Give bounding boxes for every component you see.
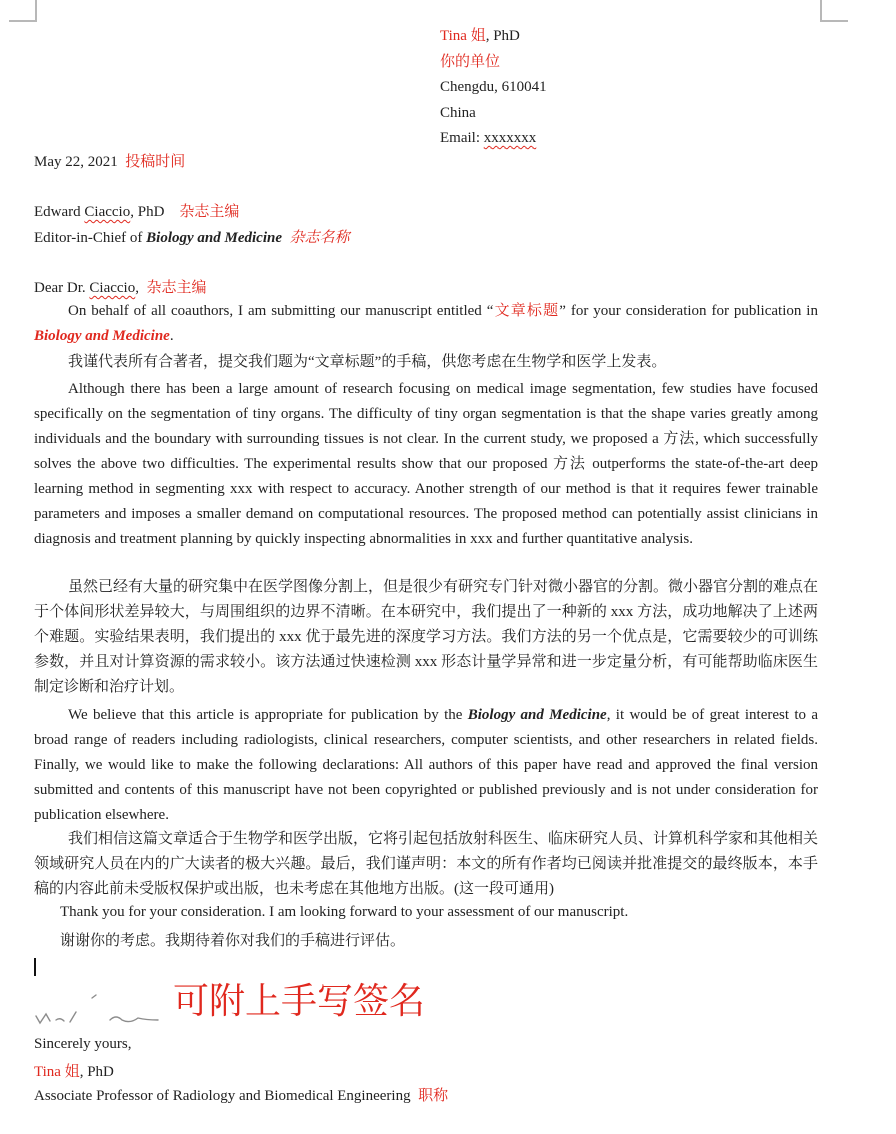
- belief-journal: Biology and Medicine: [467, 707, 607, 723]
- sender-email-line: [440, 126, 547, 152]
- sender-country: China: [440, 104, 476, 121]
- salutation-surname: Ciaccio: [89, 280, 136, 296]
- belief-part2: , it would be of great interest to a broad range of readers including radiologists, clinical researchers, computer scientists, and other researchers in related fields. Finally, we would like to make the following declarations: All authors of this paper have read and approved the final version submitted and contents of this manuscript have not been copyrighted or published previously and is not under consideration for publication elsewhere.: [34, 707, 818, 823]
- crop-mark-top-right: [820, 0, 848, 22]
- recipient-title: Editor-in-Chief of: [34, 230, 147, 246]
- sender-address: [440, 24, 547, 152]
- thanks-en: Thank you for your consideration. I am looking forward to your assessment of our manuscript.: [60, 904, 629, 920]
- recipient-journal: Biology and Medicine: [146, 230, 282, 246]
- salutation-note: 杂志主编: [146, 280, 207, 296]
- sender-city: Chengdu, 610041: [440, 79, 547, 95]
- body-paragraph-cn: 虽然已经有大量的研究集中在医学图像分割上，但是很少有研究专门针对微小器官的分割。微小器官分割的难点在于个体间形状差异较大，与周围组织的边界不清晰。在本研究中，我们提出了一种新的 xxx 方法，成功地解决了上述两个难题。实验结果表明，我们提出的 xxx 优于最先进的深度学习方法。我们方法的另一个优点是，它需要较少的可训练参数，并且对计算资源的需求较小。该方法通过快速检测 xxx 形态计量学异常和进一步定量分析，有可能帮助临床医生制定诊断和治疗计划。: [34, 579, 819, 695]
- recipient-surname: Ciaccio: [84, 204, 131, 220]
- sender-email-label: Email:: [440, 130, 484, 146]
- recipient-name-line: [34, 200, 239, 221]
- salutation-suffix: ,: [135, 280, 139, 296]
- body-paragraph-en: Although there has been a large amount of research focusing on medical image segmentation, few studies have focused specifically on the segmentation of tiny organs. The difficulty of tiny organ segmentation is that the shape varies greatly among individuals and the boundary with surrounding tissues is not clear. In the current study, we proposed a 方法, which successfully solves the above two difficulties. The experimental results show that our proposed 方法 outperforms the state-of-the-art deep learning method in segmenting xxx with respect to accuracy. Another strength of our method is that it requires fewer trainable parameters and imposes a smaller demand on computational resources. The proposed method can potentially assist clinicians in diagnosis and treatment planning by quickly inspecting abnormalities in xxx and further quantitative analysis.: [34, 381, 818, 547]
- closing-degree: , PhD: [79, 1064, 114, 1080]
- recipient-title-note: 杂志名称: [289, 230, 350, 246]
- intro-title-placeholder: 文章标题: [493, 303, 560, 319]
- intro-part1: On behalf of all coauthors, I am submitting our manuscript entitled “: [68, 303, 494, 319]
- thanks-cn: 谢谢你的考虑。我期待着你对我们的手稿进行评估。: [60, 933, 406, 949]
- date-line: [34, 150, 185, 171]
- sender-name: Tina 姐: [440, 28, 486, 44]
- sender-unit: 你的单位: [440, 53, 501, 70]
- recipient-name: Edward: [34, 204, 85, 220]
- belief-paragraph: [34, 703, 818, 828]
- intro-part3: .: [169, 328, 174, 344]
- belief-paragraph-cn: 我们相信这篇文章适合于生物学和医学出版，它将引起包括放射科医生、临床研究人员、计算机科学家和其他相关领域研究人员在内的广大读者的极大兴趣。最后，我们谨声明：本文的所有作者均已阅读并批准提交的最终版本，本手稿的内容此前未受版权保护或出版，也未考虑在其他地方出版。(这一段可通用): [34, 831, 819, 897]
- sender-email: xxxxxxx: [483, 130, 537, 146]
- intro-paragraph: [34, 299, 818, 349]
- handwritten-signature: [30, 990, 162, 1030]
- belief-part1: We believe that this article is appropriate for publication by the: [68, 707, 468, 723]
- recipient-suffix: , PhD: [130, 204, 165, 220]
- crop-mark-top-left: [9, 0, 37, 22]
- text-cursor: [34, 958, 36, 976]
- closing-name: Tina 姐: [34, 1064, 80, 1080]
- intro-paragraph-cn: 我谨代表所有合著者，提交我们题为“文章标题”的手稿，供您考虑在生物学和医学上发表。: [68, 354, 667, 370]
- sender-name-line: [440, 24, 547, 50]
- recipient-note: 杂志主编: [179, 204, 240, 220]
- intro-journal: Biology and Medicine: [34, 328, 170, 344]
- closing-position: Associate Professor of Radiology and Biomedical Engineering: [34, 1088, 411, 1104]
- intro-part2: ” for your consideration for publication in: [559, 303, 818, 319]
- closing-position-line: [34, 1084, 448, 1105]
- salutation-prefix: Dear Dr.: [34, 280, 90, 296]
- closing-name-line: [34, 1060, 114, 1081]
- sender-degree: , PhD: [485, 28, 520, 44]
- date-note: 投稿时间: [125, 154, 186, 170]
- date-text: May 22, 2021: [34, 154, 118, 170]
- closing-position-note: 职称: [418, 1088, 449, 1104]
- recipient-title-line: [34, 226, 350, 247]
- salutation: [34, 276, 207, 297]
- signature-note: 可附上手写签名: [173, 981, 426, 1022]
- closing-sincerely: Sincerely yours,: [34, 1036, 132, 1052]
